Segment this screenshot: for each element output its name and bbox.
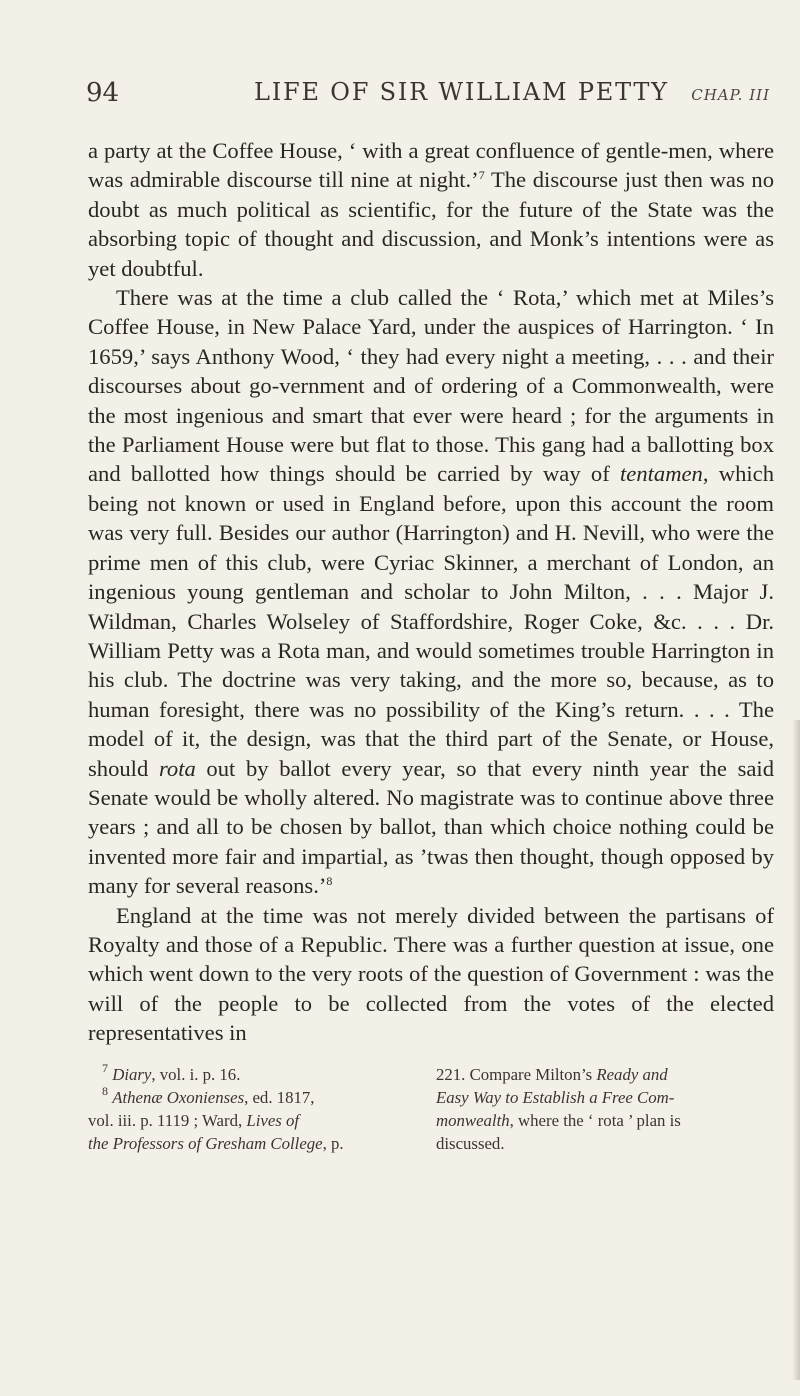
footnote-ref: 8 <box>102 1084 108 1098</box>
italic-text: Ready and <box>596 1065 668 1084</box>
footnote-line <box>436 1063 774 1086</box>
running-title: LIFE OF SIR WILLIAM PETTY <box>254 78 669 106</box>
footnotes-left-column <box>88 1063 426 1155</box>
text-run: , where the ‘ rota ’ plan is <box>509 1111 681 1130</box>
text-run: , vol. i. p. 16. <box>151 1065 241 1084</box>
text-run: There was at the time a club called the ‘ Rota,’ which met at Miles’s Coffee House, in New Palace Yard, under the auspices of Harrington. ‘ In 1659,’ says Anthony Wood, ‘ they had every night a meeting, . . . and their discourses about go-vernment and of ordering of a Commonwealth, were the most ingenious and smart that ever were heard ; for the arguments in the Parliament House were but flat to those. This gang had a ballotting box and ballotted how things should be carried by way of <box>88 285 774 487</box>
chapter-label: CHAP. III <box>691 86 770 104</box>
text-run: a party at the Coffee House, ‘ with a great confluence of gentle-men, where was admirable discourse till nine at night.’ <box>88 138 774 193</box>
footnote-line <box>88 1063 426 1086</box>
footnote-line <box>436 1086 774 1109</box>
footnote-ref: 8 <box>326 874 333 889</box>
text-run: vol. iii. p. 1119 ; Ward, <box>88 1111 247 1130</box>
italic-text: Athenæ Oxonienses <box>112 1088 245 1107</box>
footnote-line <box>88 1132 426 1155</box>
page-header <box>86 78 770 118</box>
footnotes-right-column <box>436 1063 774 1155</box>
text-run: England at the time was not merely divided between the partisans of Royalty and those of a Republic. There was a further question at issue, one which went down to the very roots of the question of Government : was the will of the people to be collected from the votes of the elected representatives in <box>88 902 774 1046</box>
text-run: , ed. 1817, <box>244 1088 315 1107</box>
footnote-ref: 7 <box>102 1061 108 1075</box>
footnote-line <box>436 1109 774 1132</box>
italic-text: Lives of <box>246 1111 300 1130</box>
text-run: , p. <box>322 1134 344 1153</box>
footnote-line <box>436 1132 774 1155</box>
paragraph <box>88 901 774 1048</box>
body-text <box>88 136 774 1048</box>
footnote-ref: 7 <box>478 168 485 183</box>
paragraph <box>88 283 774 901</box>
italic-text: Diary <box>112 1065 152 1084</box>
text-run: The discourse just then was no doubt as much political as scientific, for the future of the State was the absorbing topic of thought and discussion, and Monk’s intentions were as yet doubtful. <box>88 167 774 281</box>
paragraph <box>88 136 774 283</box>
footnote-line <box>88 1109 426 1132</box>
page-number: 94 <box>86 78 120 108</box>
italic-text: monwealth <box>436 1111 510 1130</box>
italic-text: rota <box>158 755 196 781</box>
italic-text: tentamen <box>620 461 703 487</box>
text-run: discussed. <box>436 1134 505 1153</box>
page-edge-shadow <box>792 720 800 1380</box>
text-run: , which being not known or used in England before, upon this account the room was very full. Besides our author (Harrington) and H. Nevill, who were the prime men of this club, were Cyriac Skinner, a merchant of London, an ingenious young gentleman and scholar to John Milton, . . . Major J. Wildman, Charles Wolseley of Staffordshire, Roger Coke, &c. . . . Dr. William Petty was a Rota man, and would sometimes trouble Harrington in his club. The doctrine was very taking, and the more so, because, as to human foresight, there was no possibility of the King’s return. . . . The model of it, the design, was that the third part of the Senate, or House, should <box>88 461 775 781</box>
footnote-line <box>88 1086 426 1109</box>
italic-text: Easy Way to Establish a Free Com- <box>436 1088 675 1107</box>
text-run: out by ballot every year, so that every ninth year the said Senate would be wholly altered. No magistrate was to continue above three years ; and all to be chosen by ballot, than which choice nothing could be invented more fair and impartial, as ’twas then thought, though opposed by many for several reasons.’ <box>88 755 774 899</box>
text-run: 221. Compare Milton’s <box>436 1065 597 1084</box>
italic-text: the Professors of Gresham College <box>88 1134 323 1153</box>
